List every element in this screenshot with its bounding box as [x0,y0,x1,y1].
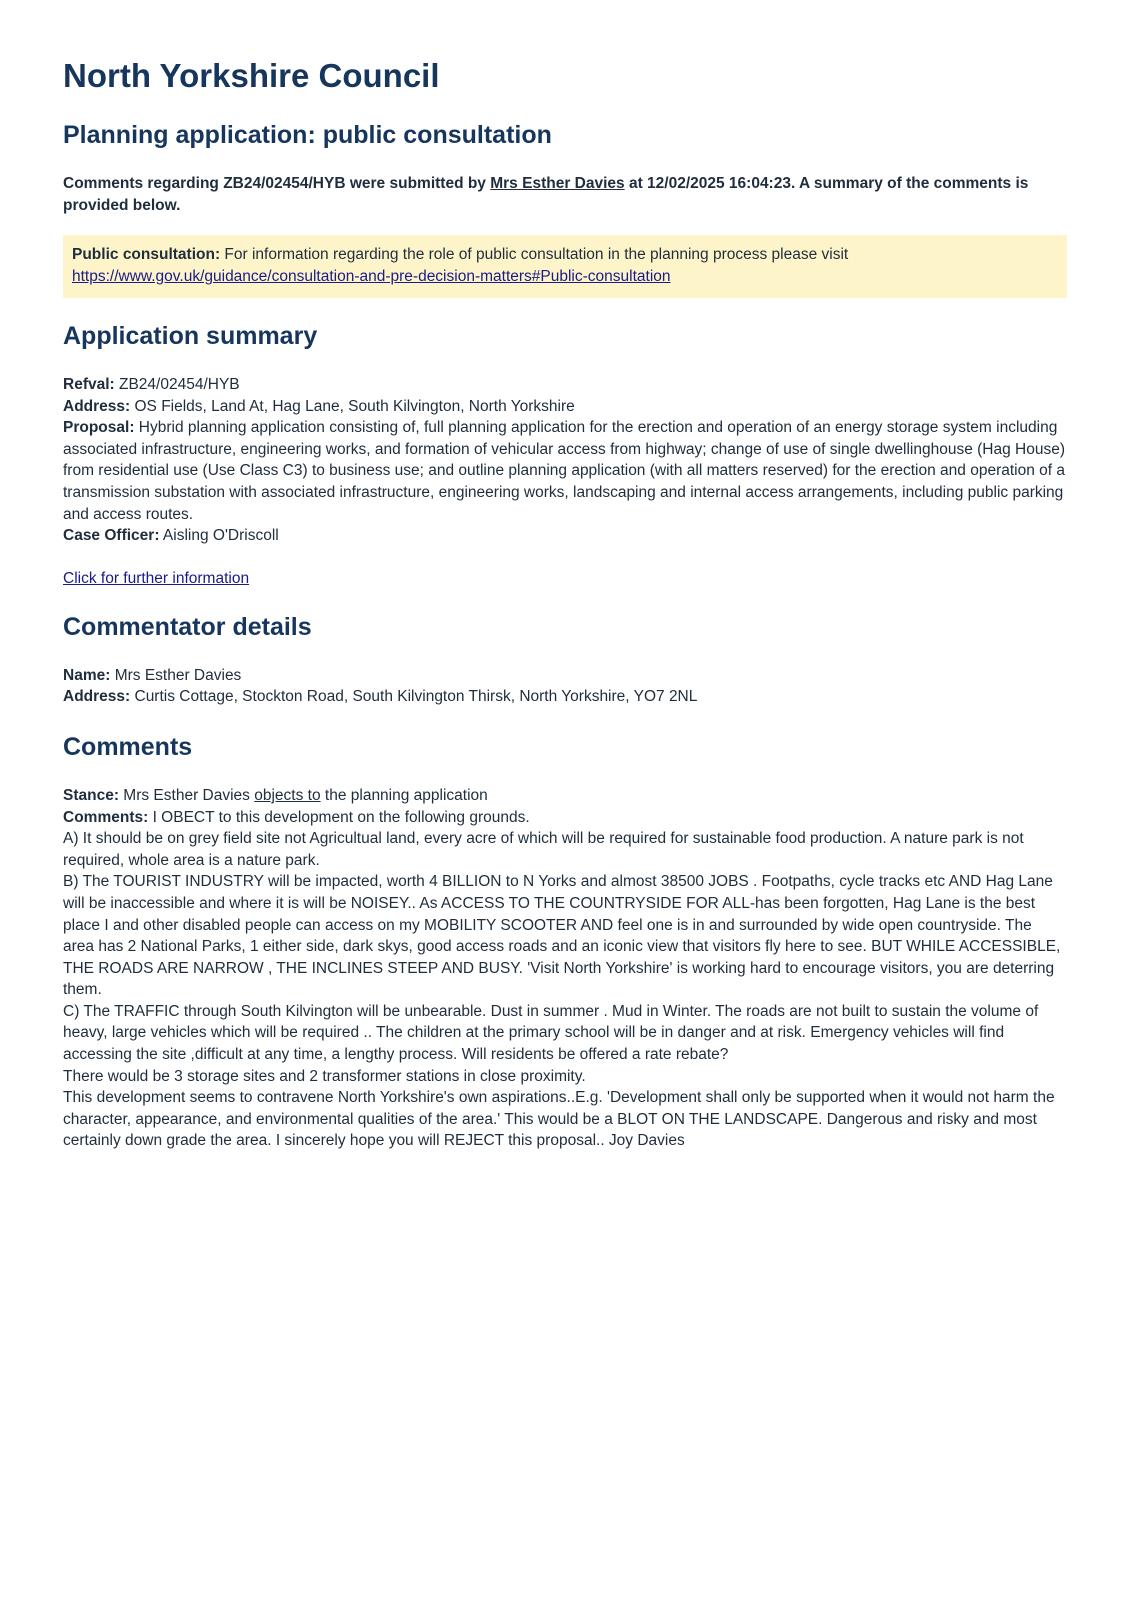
address-value: OS Fields, Land At, Hag Lane, South Kilvington, North Yorkshire [130,397,575,415]
notice-label: Public consultation: [72,246,221,263]
application-summary-heading: Application summary [63,322,318,350]
comments-label: Comments: [63,808,149,826]
commentator-details [63,665,1067,708]
comments-intro: I OBECT to this development on the following grounds. [148,808,530,826]
commentator-address-row [63,686,1067,708]
document-content [63,56,1067,1152]
comment-paragraph: There would be 3 storage sites and 2 transformer stations in close proximity. [63,1067,586,1085]
refval-value: ZB24/02454/HYB [114,376,240,393]
commentator-address-value: Curtis Cottage, Stockton Road, South Kilvington Thirsk, North Yorkshire, YO7 2NL [130,688,698,706]
stance-row [63,785,1067,807]
case-officer-value: Aisling O'Driscoll [159,527,279,545]
stance-suffix: the planning application [320,786,488,804]
further-information-link[interactable]: Click for further information [63,569,250,587]
refval-label: Refval: [63,376,115,393]
submission-intro [63,173,1067,217]
council-title: North Yorkshire Council [63,57,440,94]
intro-suffix: at 12/02/2025 16:04:23. A summary of the comments is provided below. [63,175,1029,214]
stance-prefix: Mrs Esther Davies [119,786,255,804]
address-row [63,396,1067,418]
commentator-name-value: Mrs Esther Davies [110,666,242,684]
commentator-address-label: Address: [63,688,131,706]
consultation-guidance-link[interactable]: https://www.gov.uk/guidance/consultation-and-pre-decision-matters#Public-consultation [72,268,671,285]
stance-label: Stance: [63,786,119,804]
refval-row [63,374,1067,396]
commentator-name-row [63,665,1067,687]
comments-intro-row [63,807,1067,829]
comment-paragraph: B) The TOURIST INDUSTRY will be impacted, worth 4 BILLION to N Yorks and almost 38500 JOBS . Footpaths, cycle tracks etc AND Hag Lane will be inaccessible and where it is will be NOISEY.. As ACCESS TO THE COUNTRYSIDE FOR ALL-has been forgotten, Hag Lane is the best place I and other disabled people can access on my MOBILITY SCOOTER AND feel one is in and surrounded by wide open countryside. The area has 2 National Parks, 1 either side, dark skys, good access roads and an iconic view that visitors fly here to see. BUT WHILE ACCESSIBLE, THE ROADS ARE NARROW , THE INCLINES STEEP AND BUSY. 'Visit North Yorkshire' is working hard to encourage visitors, you are deterring them. [63,873,1061,999]
proposal-row [63,417,1067,525]
application-summary [63,374,1067,547]
notice-text: For information regarding the role of public consultation in the planning process please visit [220,246,849,263]
comment-paragraph: This development seems to contravene North Yorkshire's own aspirations..E.g. 'Development shall only be supported when it would not harm the character, appearance, and environmental qualities of the area.' This would be a BLOT ON THE LANDSCAPE. Dangerous and risky and most certainly down grade the area. I sincerely hope you will REJECT this proposal.. Joy Davies [63,1089,1055,1150]
case-officer-row [63,525,1067,547]
commentator-heading: Commentator details [63,612,312,641]
comment-paragraph: A) It should be on grey field site not Agricultual land, every acre of which will be required for sustainable food production. A nature park is not required, whole area is a nature park. [63,830,1024,869]
commentator-name-label: Name: [63,666,111,684]
page-heading: Planning application: public consultation [63,121,552,149]
proposal-value: Hybrid planning application consisting of, full planning application for the erection and operation of an energy storage system including associated infrastructure, engineering works, and formation of vehicular access from highway; change of use of single dwellinghouse (Hag House) from residential use (Use Class C3) to business use; and outline planning application (with all matters reserved) for the erection and operation of a transmission substation with associated infrastructure, engineering works, landscaping and internal access arrangements, including public parking and access routes. [63,419,1066,523]
comments-body [63,785,1067,1152]
public-consultation-notice [63,235,1067,298]
further-info-row [63,568,1067,590]
intro-prefix: Comments regarding ZB24/02454/HYB were submitted by [63,175,491,192]
comments-heading: Comments [63,732,193,761]
commenter-link[interactable]: Mrs Esther Davies [490,175,625,192]
address-label: Address: [63,397,131,415]
stance-value: objects to [254,786,321,804]
proposal-label: Proposal: [63,419,135,437]
case-officer-label: Case Officer: [63,527,160,545]
comment-paragraph: C) The TRAFFIC through South Kilvington will be unbearable. Dust in summer . Mud in Winter. The roads are not built to sustain the volume of heavy, large vehicles which will be required .. The children at the primary school will be in danger and at risk. Emergency vehicles will find accessing the site ,difficult at any time, a lengthy process. Will residents be offered a rate rebate? [63,1002,1039,1064]
